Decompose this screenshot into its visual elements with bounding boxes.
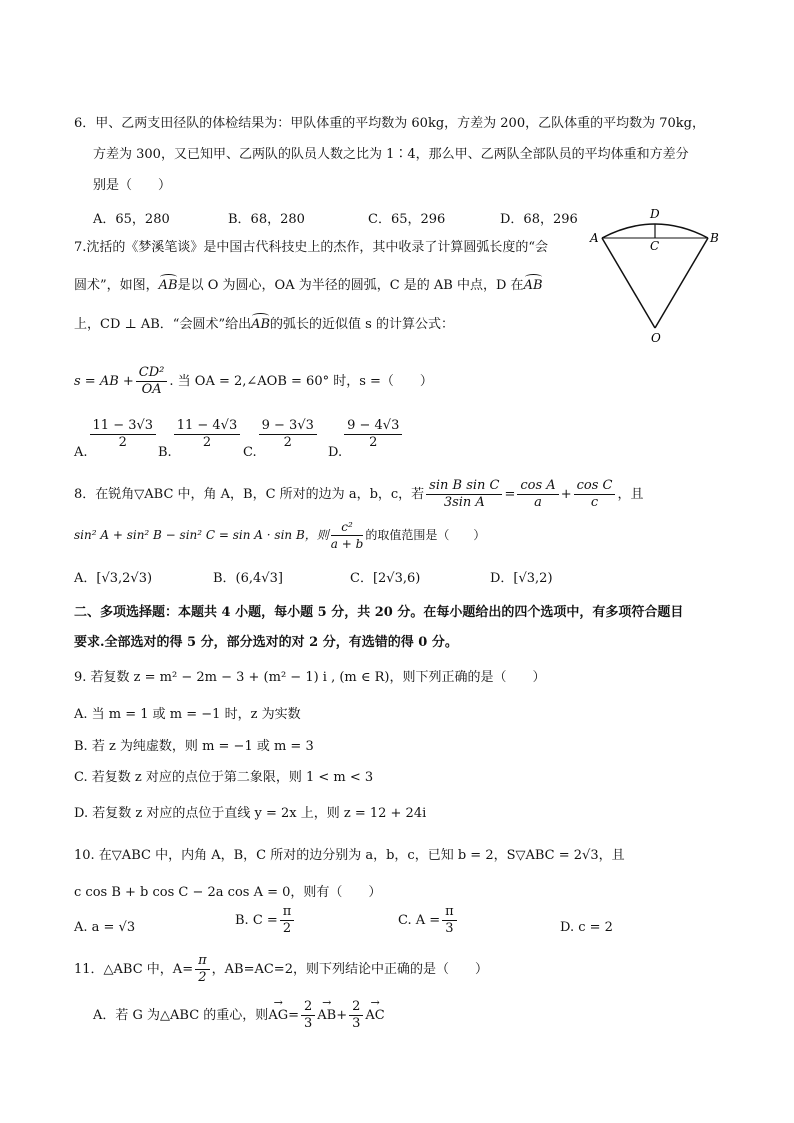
q7-line3-b: 的弧长的近似值 s 的计算公式： [270,317,454,332]
q11-option-a [93,994,385,1036]
q8-option-d: D．[√3,2) [490,571,553,586]
q11-f2-num: 2 [349,999,363,1016]
q7-line1: 7.沈括的《梦溪笔谈》是中国古代科技史上的杰作，其中收录了计算圆弧长度的“会 [74,240,549,255]
q8-plus: + [560,487,572,502]
q9-option-c: C. 若复数 z 对应的点位于第二象限，则 1 < m < 3 [74,770,374,785]
q7-option-c-den: 2 [283,435,292,450]
q8-option-c: C．[2√3,6) [350,571,421,586]
q8-f1-num: sin B sin C [426,478,502,495]
q6-option-c: C．65，296 [368,212,446,227]
q11-num: π [195,953,210,970]
q10-line1: 10. 在▽ABC 中，内角 A，B，C 所对的边分别为 a，b，c，已知 b = 2，S▽ABC = 2√3，且 [74,848,625,863]
q8-eq: = [504,487,516,502]
q6-line3: 别是（ ） [93,178,172,193]
q10-option-c-num: π [442,904,457,921]
q7-option-b-den: 2 [202,435,212,450]
q7-line2-a: 圆术”，如图， [74,278,159,293]
q10-line2: c cos B + b cos C − 2a cos A = 0，则有（ ） [74,885,382,900]
q10-option-b-den: 2 [282,921,292,936]
q11-f1-num: 2 [301,999,315,1016]
q7-option-d [328,418,404,460]
q6-option-a: A．65，280 [93,212,170,227]
q10-option-c-den: 3 [445,921,454,936]
q7-option-b-num: 11 − 4√3 [174,418,241,435]
section2-line2: 要求.全部选对的得 5 分，部分选对的对 2 分，有选错的得 0 分。 [74,635,458,650]
figure-label-o: O [651,331,661,345]
vector-ag: → AG [268,994,288,1036]
q6-option-d: D．68，296 [500,212,578,227]
q7-option-d-letter: D. [328,445,343,460]
q7-option-b [158,418,242,460]
q8-f1-den: 3sin A [443,495,485,510]
q11-f1-den: 3 [304,1016,313,1031]
figure-label-b: B [710,231,719,245]
q7-option-b-letter: B. [158,445,172,460]
q7-option-c-num: 9 − 3√3 [259,418,317,435]
arc-ab-label-3: AB [251,317,271,332]
q7-formula-den: OA [141,382,162,397]
q11-post: ，AB=AC=2，则下列结论中正确的是（ ） [211,962,488,977]
q7-option-a-num: 11 − 3√3 [90,418,157,435]
q8-f3-num: cos C [574,478,616,495]
section2-line1: 二、多项选择题：本题共 4 小题，每小题 5 分，共 20 分。在每小题给出的四个选项中，有多项符合题目 [74,605,684,620]
q8-f4-den: a + b [330,537,364,551]
q7-sector-figure [580,200,730,350]
figure-label-d: D [650,207,660,221]
q7-formula-rest: . 当 OA = 2,∠AOB = 60° 时，s =（ ） [169,374,433,389]
q7-line2 [74,277,543,295]
q7-formula-fraction [136,365,168,398]
q9-option-a: A. 当 m = 1 或 m = −1 时，z 为实数 [74,707,301,722]
q10-option-b [235,904,296,937]
q6-line2: 方差为 300，又已知甲、乙两队的队员人数之比为 1∶4，那么甲、乙两队全部队员的平均体重和方差分 [93,147,689,162]
q8-f4-num: c² [331,519,364,536]
q11-option-a-pre: A．若 G 为△ABC 的重心，则 [93,1008,269,1023]
q8-f2-num: cos A [517,478,558,495]
q7-option-a-letter: A. [74,445,88,460]
q10-option-b-num: π [280,904,295,921]
arc-ab-label: AB [158,278,178,293]
q8-line1-a: 8．在锐角▽ABC 中，角 A，B，C 所对的边为 a，b，c，若 [74,487,425,502]
q10-option-c-pre: C. A = [398,913,441,928]
q8-line2-b: 的取值范围是（ ） [365,528,486,542]
q7-option-d-num: 9 − 4√3 [344,418,402,435]
q11-pre: 11．△ABC 中，A= [74,962,194,977]
q9-option-d: D. 若复数 z 对应的点位于直线 y = 2x 上，则 z = 12 + 24i [74,806,427,821]
q7-option-a [74,418,158,460]
q10-option-c [398,904,459,937]
q7-line2-b: 是以 O 为圆心，OA 为半径的圆弧，C 是的 AB 中点，D 在 [177,278,524,293]
q7-line3 [74,316,454,334]
q8-option-a: A．[√3,2√3) [74,571,153,586]
q6-option-b: B．68，280 [228,212,305,227]
q10-option-a: A. a = √3 [74,920,136,935]
q8-option-b: B．(6,4√3] [213,571,283,586]
q8-line2-a: sin² A + sin² B − sin² C = sin A · sin B，则 [74,528,329,542]
q7-option-a-den: 2 [118,435,127,450]
vector-ac: → AC [365,994,384,1036]
q11-eq: = [288,1008,299,1023]
arc-ab-label-2: AB [523,278,543,293]
q7-formula-lhs: s = AB + [74,374,134,389]
q7-option-c [243,418,319,460]
q9-stem: 9. 若复数 z = m² − 2m − 3 + (m² − 1) i , (m ∈ R)，则下列正确的是（ ） [74,670,546,685]
q10-option-b-pre: B. C = [235,913,278,928]
q7-formula [74,362,433,402]
figure-label-a: A [590,231,599,245]
q8-f3-den: c [590,495,599,510]
q11-plus: + [336,1008,348,1023]
q11-f2-den: 3 [352,1016,361,1031]
q8-f2-den: a [534,495,542,510]
q8-line1-b: ，且 [617,487,644,502]
q7-line3-a: 上，CD ⊥ AB．“会圆术”给出 [74,317,252,332]
q7-formula-num: CD² [136,365,168,382]
q8-line2 [74,515,485,555]
q8-line1 [74,475,643,515]
q9-option-b: B. 若 z 为纯虚数，则 m = −1 或 m = 3 [74,739,314,754]
vector-ab: → AB [317,994,336,1036]
q6-line1: 6．甲、乙两支田径队的体检结果为：甲队体重的平均数为 60kg，方差为 200，乙队体重的平均数为 70kg， [74,116,705,131]
q11-den: 2 [198,970,207,985]
q7-option-d-den: 2 [369,435,378,450]
figure-label-c: C [650,239,660,253]
q7-option-c-letter: C. [243,445,257,460]
q10-option-d: D. c = 2 [560,920,613,935]
